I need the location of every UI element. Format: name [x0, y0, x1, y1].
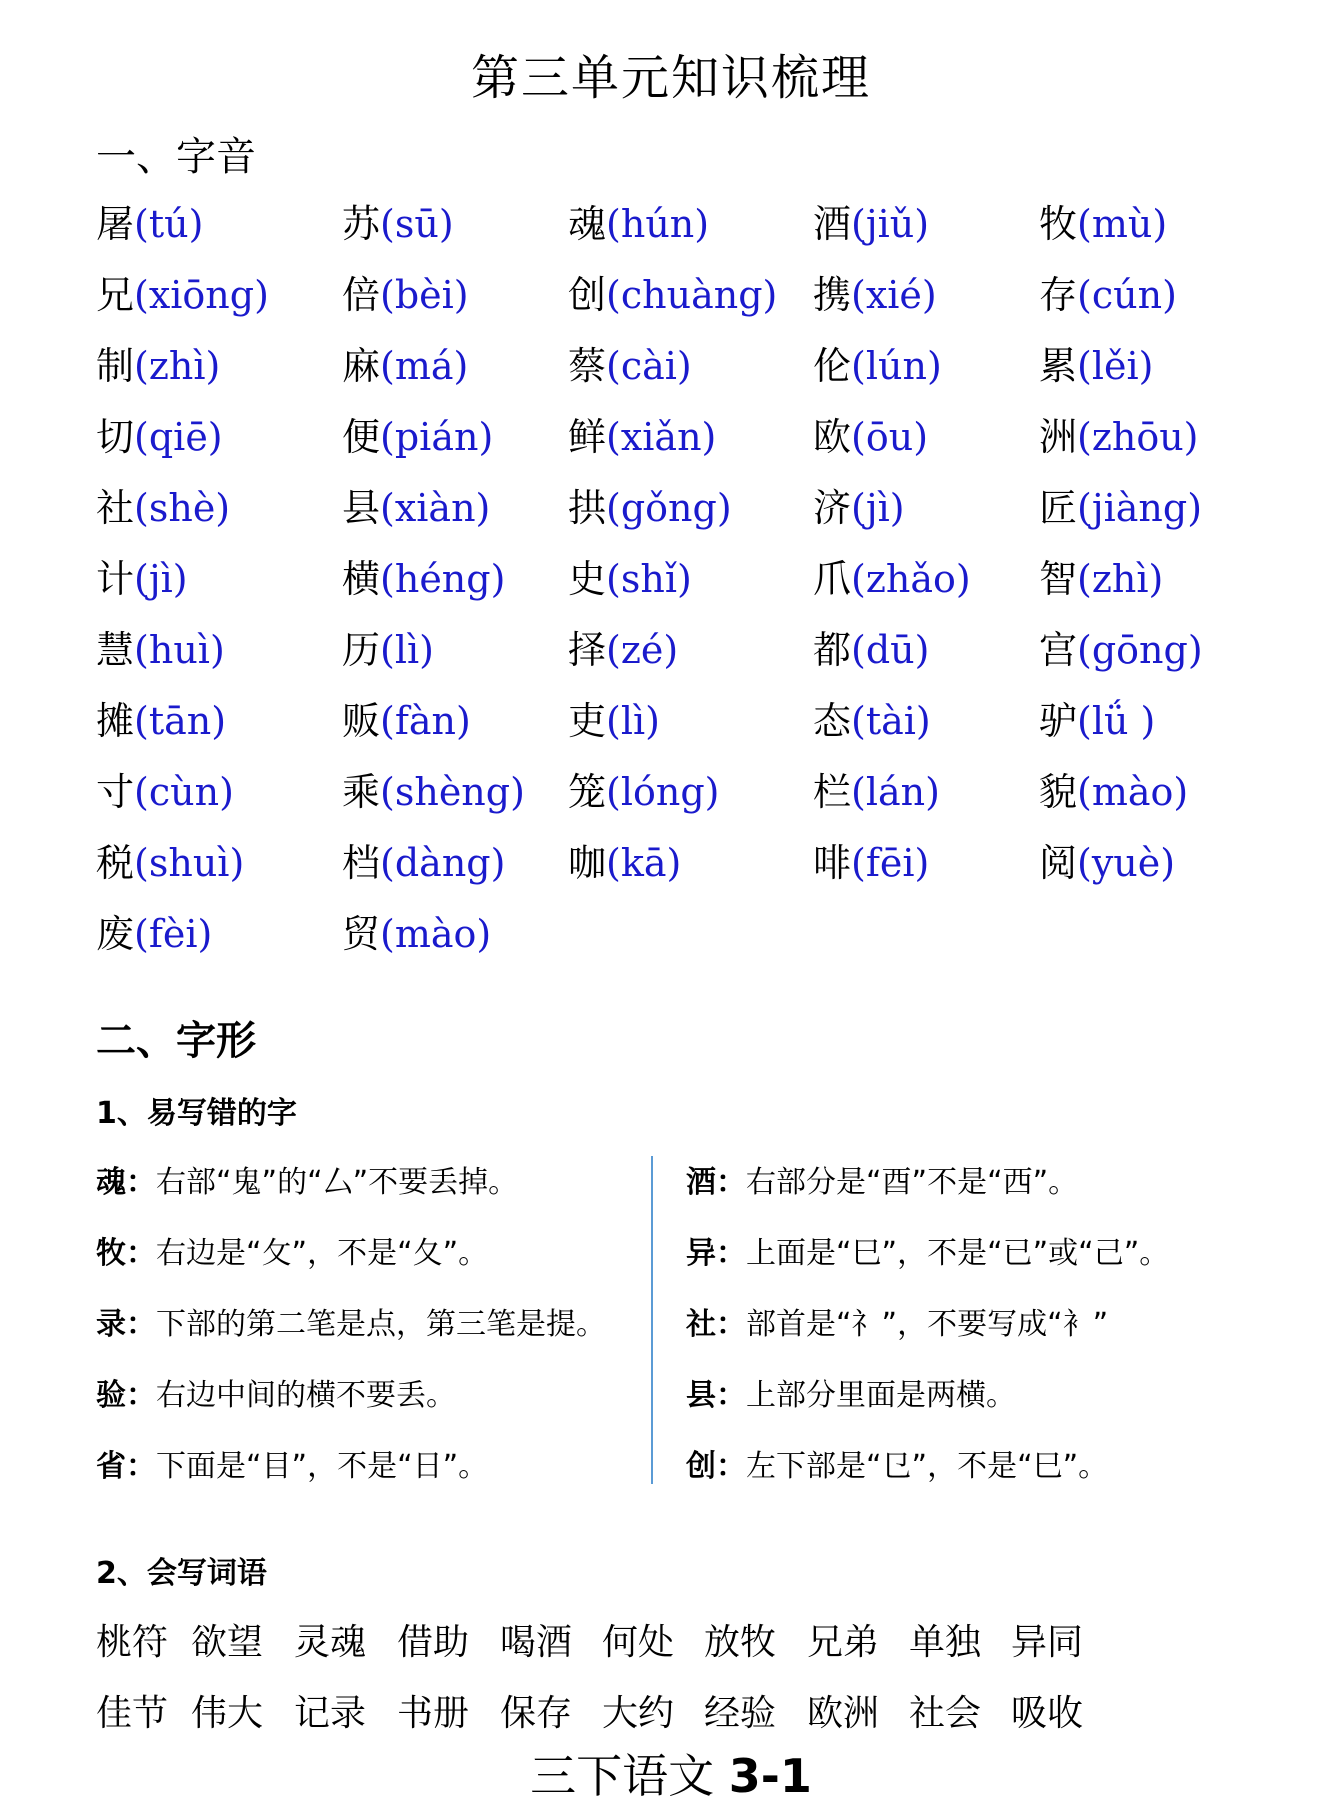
character: 择	[568, 628, 607, 672]
pronunciation-item	[813, 338, 942, 394]
pronunciation-item	[342, 338, 468, 394]
character: 拱	[568, 486, 607, 530]
vocabulary-word: 佳节	[96, 1693, 169, 1734]
pronunciation-row	[96, 764, 1256, 835]
vocabulary-word: 欧洲	[807, 1693, 880, 1734]
character: 笼	[568, 770, 607, 814]
column-divider	[651, 1156, 653, 1484]
pronunciation-item	[342, 551, 505, 607]
character: 慧	[96, 628, 135, 672]
error-prone-characters-heading: 1、易写错的字	[96, 1096, 297, 1131]
pinyin: (mào)	[380, 912, 492, 956]
vocabulary-word: 吸收	[1011, 1693, 1084, 1734]
character: 鲜	[568, 415, 607, 459]
character: 阅	[1039, 841, 1078, 885]
pronunciation-item	[1039, 764, 1188, 820]
footer-subject: 三下语文	[530, 1749, 715, 1803]
character: 档	[342, 841, 381, 885]
vocabulary-word: 单独	[909, 1622, 982, 1663]
character: 贸	[342, 912, 381, 956]
character: 吏	[568, 699, 607, 743]
error-prone-character: 酒：	[686, 1165, 746, 1200]
pronunciation-item	[1039, 338, 1153, 394]
error-prone-item	[686, 1229, 1306, 1300]
character: 咖	[568, 841, 607, 885]
pinyin: (tú)	[134, 202, 204, 246]
pinyin: (lán)	[851, 770, 940, 814]
character: 智	[1039, 557, 1078, 601]
pronunciation-row	[96, 338, 1256, 409]
page-footer	[0, 1748, 1342, 1804]
character: 济	[813, 486, 852, 530]
pronunciation-item	[1039, 551, 1163, 607]
character: 兄	[96, 273, 135, 317]
vocabulary-word: 书册	[397, 1693, 470, 1734]
pronunciation-item	[813, 480, 905, 536]
pronunciation-item	[96, 338, 220, 394]
error-prone-right-column	[686, 1158, 1306, 1513]
pronunciation-grid	[96, 196, 1256, 977]
character: 寸	[96, 770, 135, 814]
character: 都	[813, 628, 852, 672]
pinyin: (mù)	[1077, 202, 1168, 246]
error-prone-item	[96, 1229, 696, 1300]
pronunciation-item	[813, 409, 928, 465]
pronunciation-item	[568, 693, 660, 749]
character: 历	[342, 628, 381, 672]
section-character-form-heading: 二、字形	[96, 1018, 256, 1064]
vocabulary-word: 保存	[500, 1693, 573, 1734]
character: 牧	[1039, 202, 1078, 246]
pronunciation-row	[96, 196, 1256, 267]
error-prone-note: 右部分是“酉”不是“西”。	[746, 1165, 1079, 1200]
pronunciation-item	[1039, 693, 1155, 749]
pinyin: (shè)	[134, 486, 231, 530]
character: 酒	[813, 202, 852, 246]
error-prone-note: 右边是“攵”，不是“夂”。	[156, 1236, 489, 1271]
pinyin: (cùn)	[134, 770, 234, 814]
error-prone-character: 社：	[686, 1307, 746, 1342]
character: 蔡	[568, 344, 607, 388]
pronunciation-item	[96, 196, 203, 252]
character: 啡	[813, 841, 852, 885]
character: 县	[342, 486, 381, 530]
pronunciation-item	[342, 480, 490, 536]
pronunciation-item	[96, 906, 212, 962]
pronunciation-item	[568, 267, 777, 323]
error-prone-character: 魂：	[96, 1165, 156, 1200]
pinyin: (kā)	[606, 841, 682, 885]
pinyin: (tān)	[134, 699, 227, 743]
error-prone-character: 异：	[686, 1236, 746, 1271]
pronunciation-item	[342, 835, 505, 891]
pinyin: (shǐ)	[606, 557, 692, 601]
error-prone-note: 下面是“目”，不是“日”。	[156, 1449, 489, 1484]
error-prone-note: 部首是“礻”，不要写成“衤”	[746, 1307, 1109, 1342]
character: 计	[96, 557, 135, 601]
pronunciation-item	[1039, 409, 1199, 465]
pinyin: (chuàng)	[606, 273, 778, 317]
pronunciation-item	[342, 906, 491, 962]
pronunciation-item	[1039, 480, 1202, 536]
pronunciation-row	[96, 267, 1256, 338]
vocabulary-word: 记录	[294, 1693, 367, 1734]
footer-page-number: 3-1	[728, 1749, 812, 1803]
pronunciation-item	[813, 764, 940, 820]
error-prone-note: 右边中间的横不要丢。	[156, 1378, 456, 1413]
error-prone-note: 右部“鬼”的“厶”不要丢掉。	[156, 1165, 519, 1200]
pronunciation-item	[342, 196, 454, 252]
vocabulary-word: 社会	[909, 1693, 982, 1734]
vocabulary-word: 兄弟	[807, 1622, 880, 1663]
vocabulary-word: 经验	[704, 1693, 777, 1734]
pronunciation-item	[568, 480, 732, 536]
vocabulary-word: 借助	[397, 1622, 470, 1663]
pinyin: (mào)	[1077, 770, 1189, 814]
pinyin: (fàn)	[380, 699, 471, 743]
character: 乘	[342, 770, 381, 814]
error-prone-item	[686, 1300, 1306, 1371]
character: 存	[1039, 273, 1078, 317]
pronunciation-item	[568, 622, 678, 678]
vocabulary-word: 灵魂	[294, 1622, 367, 1663]
pronunciation-item	[813, 622, 929, 678]
error-prone-item	[96, 1371, 696, 1442]
character: 携	[813, 273, 852, 317]
pronunciation-row	[96, 906, 1256, 977]
character: 魂	[568, 202, 607, 246]
pronunciation-item	[568, 551, 692, 607]
pinyin: (xiǎn)	[606, 415, 717, 459]
error-prone-note: 下部的第二笔是点，第三笔是提。	[156, 1307, 606, 1342]
error-prone-note: 左下部是“㔾”，不是“巳”。	[746, 1449, 1109, 1484]
error-prone-note: 上面是“巳”，不是“已”或“己”。	[746, 1236, 1170, 1271]
page-title: 第三单元知识梳理	[470, 50, 871, 106]
error-prone-character: 牧：	[96, 1236, 156, 1271]
character: 税	[96, 841, 135, 885]
pronunciation-item	[96, 267, 269, 323]
character: 废	[96, 912, 135, 956]
pinyin: (ōu)	[851, 415, 929, 459]
pinyin: (fēi)	[851, 841, 930, 885]
pinyin: (cài)	[606, 344, 692, 388]
error-prone-character: 录：	[96, 1307, 156, 1342]
pinyin: (shèng)	[380, 770, 525, 814]
pinyin: (xiàn)	[380, 486, 491, 530]
vocabulary-word: 喝酒	[500, 1622, 573, 1663]
pronunciation-item	[96, 764, 234, 820]
character: 态	[813, 699, 852, 743]
pinyin: (lěi)	[1077, 344, 1154, 388]
character: 匠	[1039, 486, 1078, 530]
character: 摊	[96, 699, 135, 743]
pronunciation-row	[96, 622, 1256, 693]
pronunciation-item	[813, 693, 931, 749]
pronunciation-row	[96, 693, 1256, 764]
pronunciation-item	[342, 267, 469, 323]
error-prone-item	[96, 1300, 696, 1371]
pronunciation-item	[96, 622, 225, 678]
pinyin: (yuè)	[1077, 841, 1176, 885]
error-prone-item	[686, 1371, 1306, 1442]
pronunciation-row	[96, 551, 1256, 622]
pronunciation-item	[342, 622, 434, 678]
pinyin: (héng)	[380, 557, 506, 601]
character: 麻	[342, 344, 381, 388]
vocabulary-list	[96, 1618, 1276, 1760]
pinyin: (zé)	[606, 628, 679, 672]
character: 洲	[1039, 415, 1078, 459]
vocabulary-word: 何处	[602, 1622, 675, 1663]
character: 横	[342, 557, 381, 601]
pronunciation-item	[342, 409, 493, 465]
character: 爪	[813, 557, 852, 601]
pinyin: (cún)	[1077, 273, 1177, 317]
character: 欧	[813, 415, 852, 459]
character: 便	[342, 415, 381, 459]
pinyin: (sū)	[380, 202, 454, 246]
pronunciation-item	[568, 338, 692, 394]
pronunciation-item	[813, 267, 937, 323]
character: 切	[96, 415, 135, 459]
vocabulary-word: 放牧	[704, 1622, 777, 1663]
pinyin: (tài)	[851, 699, 931, 743]
pinyin: (xié)	[851, 273, 937, 317]
pinyin: (gǒng)	[606, 486, 732, 530]
pinyin: (zhǎo)	[851, 557, 971, 601]
pronunciation-item	[568, 196, 709, 252]
pronunciation-item	[1039, 196, 1167, 252]
pinyin: (jiàng)	[1077, 486, 1203, 530]
pronunciation-item	[813, 551, 971, 607]
vocabulary-word: 异同	[1011, 1622, 1084, 1663]
character: 创	[568, 273, 607, 317]
pinyin: (jì)	[134, 557, 188, 601]
pinyin: (bèi)	[380, 273, 469, 317]
character: 貌	[1039, 770, 1078, 814]
pinyin: (zhì)	[134, 344, 221, 388]
pronunciation-item	[96, 409, 223, 465]
error-prone-item	[96, 1158, 696, 1229]
pinyin: (shuì)	[134, 841, 245, 885]
pinyin: (hún)	[606, 202, 710, 246]
vocabulary-word: 桃符	[96, 1622, 169, 1663]
error-prone-left-column	[96, 1158, 696, 1513]
vocabulary-word: 欲望	[191, 1622, 264, 1663]
pinyin: (pián)	[380, 415, 494, 459]
pronunciation-row	[96, 480, 1256, 551]
pronunciation-item	[96, 480, 230, 536]
pronunciation-item	[96, 835, 244, 891]
character: 制	[96, 344, 135, 388]
pinyin: (lún)	[851, 344, 942, 388]
pinyin: (lǘ )	[1077, 699, 1156, 743]
pronunciation-item	[342, 764, 525, 820]
pronunciation-item	[96, 693, 226, 749]
pronunciation-item	[1039, 835, 1175, 891]
vocabulary-row	[96, 1618, 1276, 1689]
pinyin: (dàng)	[380, 841, 506, 885]
character: 栏	[813, 770, 852, 814]
error-prone-character: 验：	[96, 1378, 156, 1413]
character: 驴	[1039, 699, 1078, 743]
pronunciation-row	[96, 835, 1256, 906]
vocabulary-heading: 2、会写词语	[96, 1556, 267, 1591]
pinyin: (qiē)	[134, 415, 223, 459]
error-prone-character: 县：	[686, 1378, 746, 1413]
character: 累	[1039, 344, 1078, 388]
character: 社	[96, 486, 135, 530]
pinyin: (zhōu)	[1077, 415, 1199, 459]
character: 史	[568, 557, 607, 601]
pronunciation-item	[568, 409, 716, 465]
pronunciation-item	[813, 196, 929, 252]
pronunciation-item	[813, 835, 929, 891]
pronunciation-item	[568, 835, 681, 891]
vocabulary-word: 伟大	[191, 1693, 264, 1734]
error-prone-item	[96, 1442, 696, 1513]
pinyin: (jiǔ)	[851, 202, 930, 246]
section-pronunciation-heading: 一、字音	[96, 134, 256, 180]
error-prone-character: 创：	[686, 1449, 746, 1484]
character: 倍	[342, 273, 381, 317]
pronunciation-item	[342, 693, 471, 749]
pinyin: (dū)	[851, 628, 930, 672]
character: 伦	[813, 344, 852, 388]
character: 宫	[1039, 628, 1078, 672]
character: 贩	[342, 699, 381, 743]
error-prone-note: 上部分里面是两横。	[746, 1378, 1016, 1413]
pinyin: (xiōng)	[134, 273, 269, 317]
pinyin: (má)	[380, 344, 469, 388]
pinyin: (zhì)	[1077, 557, 1164, 601]
pinyin: (gōng)	[1077, 628, 1203, 672]
error-prone-character: 省：	[96, 1449, 156, 1484]
error-prone-item	[686, 1158, 1306, 1229]
pinyin: (lì)	[606, 699, 660, 743]
vocabulary-word: 大约	[602, 1693, 675, 1734]
pinyin: (huì)	[134, 628, 225, 672]
pinyin: (lóng)	[606, 770, 720, 814]
pronunciation-item	[1039, 267, 1177, 323]
pronunciation-item	[96, 551, 188, 607]
pronunciation-item	[1039, 622, 1203, 678]
character: 屠	[96, 202, 135, 246]
pinyin: (lì)	[380, 628, 434, 672]
pinyin: (fèi)	[134, 912, 213, 956]
character: 苏	[342, 202, 381, 246]
error-prone-item	[686, 1442, 1306, 1513]
pronunciation-row	[96, 409, 1256, 480]
pinyin: (jì)	[851, 486, 905, 530]
pronunciation-item	[568, 764, 720, 820]
